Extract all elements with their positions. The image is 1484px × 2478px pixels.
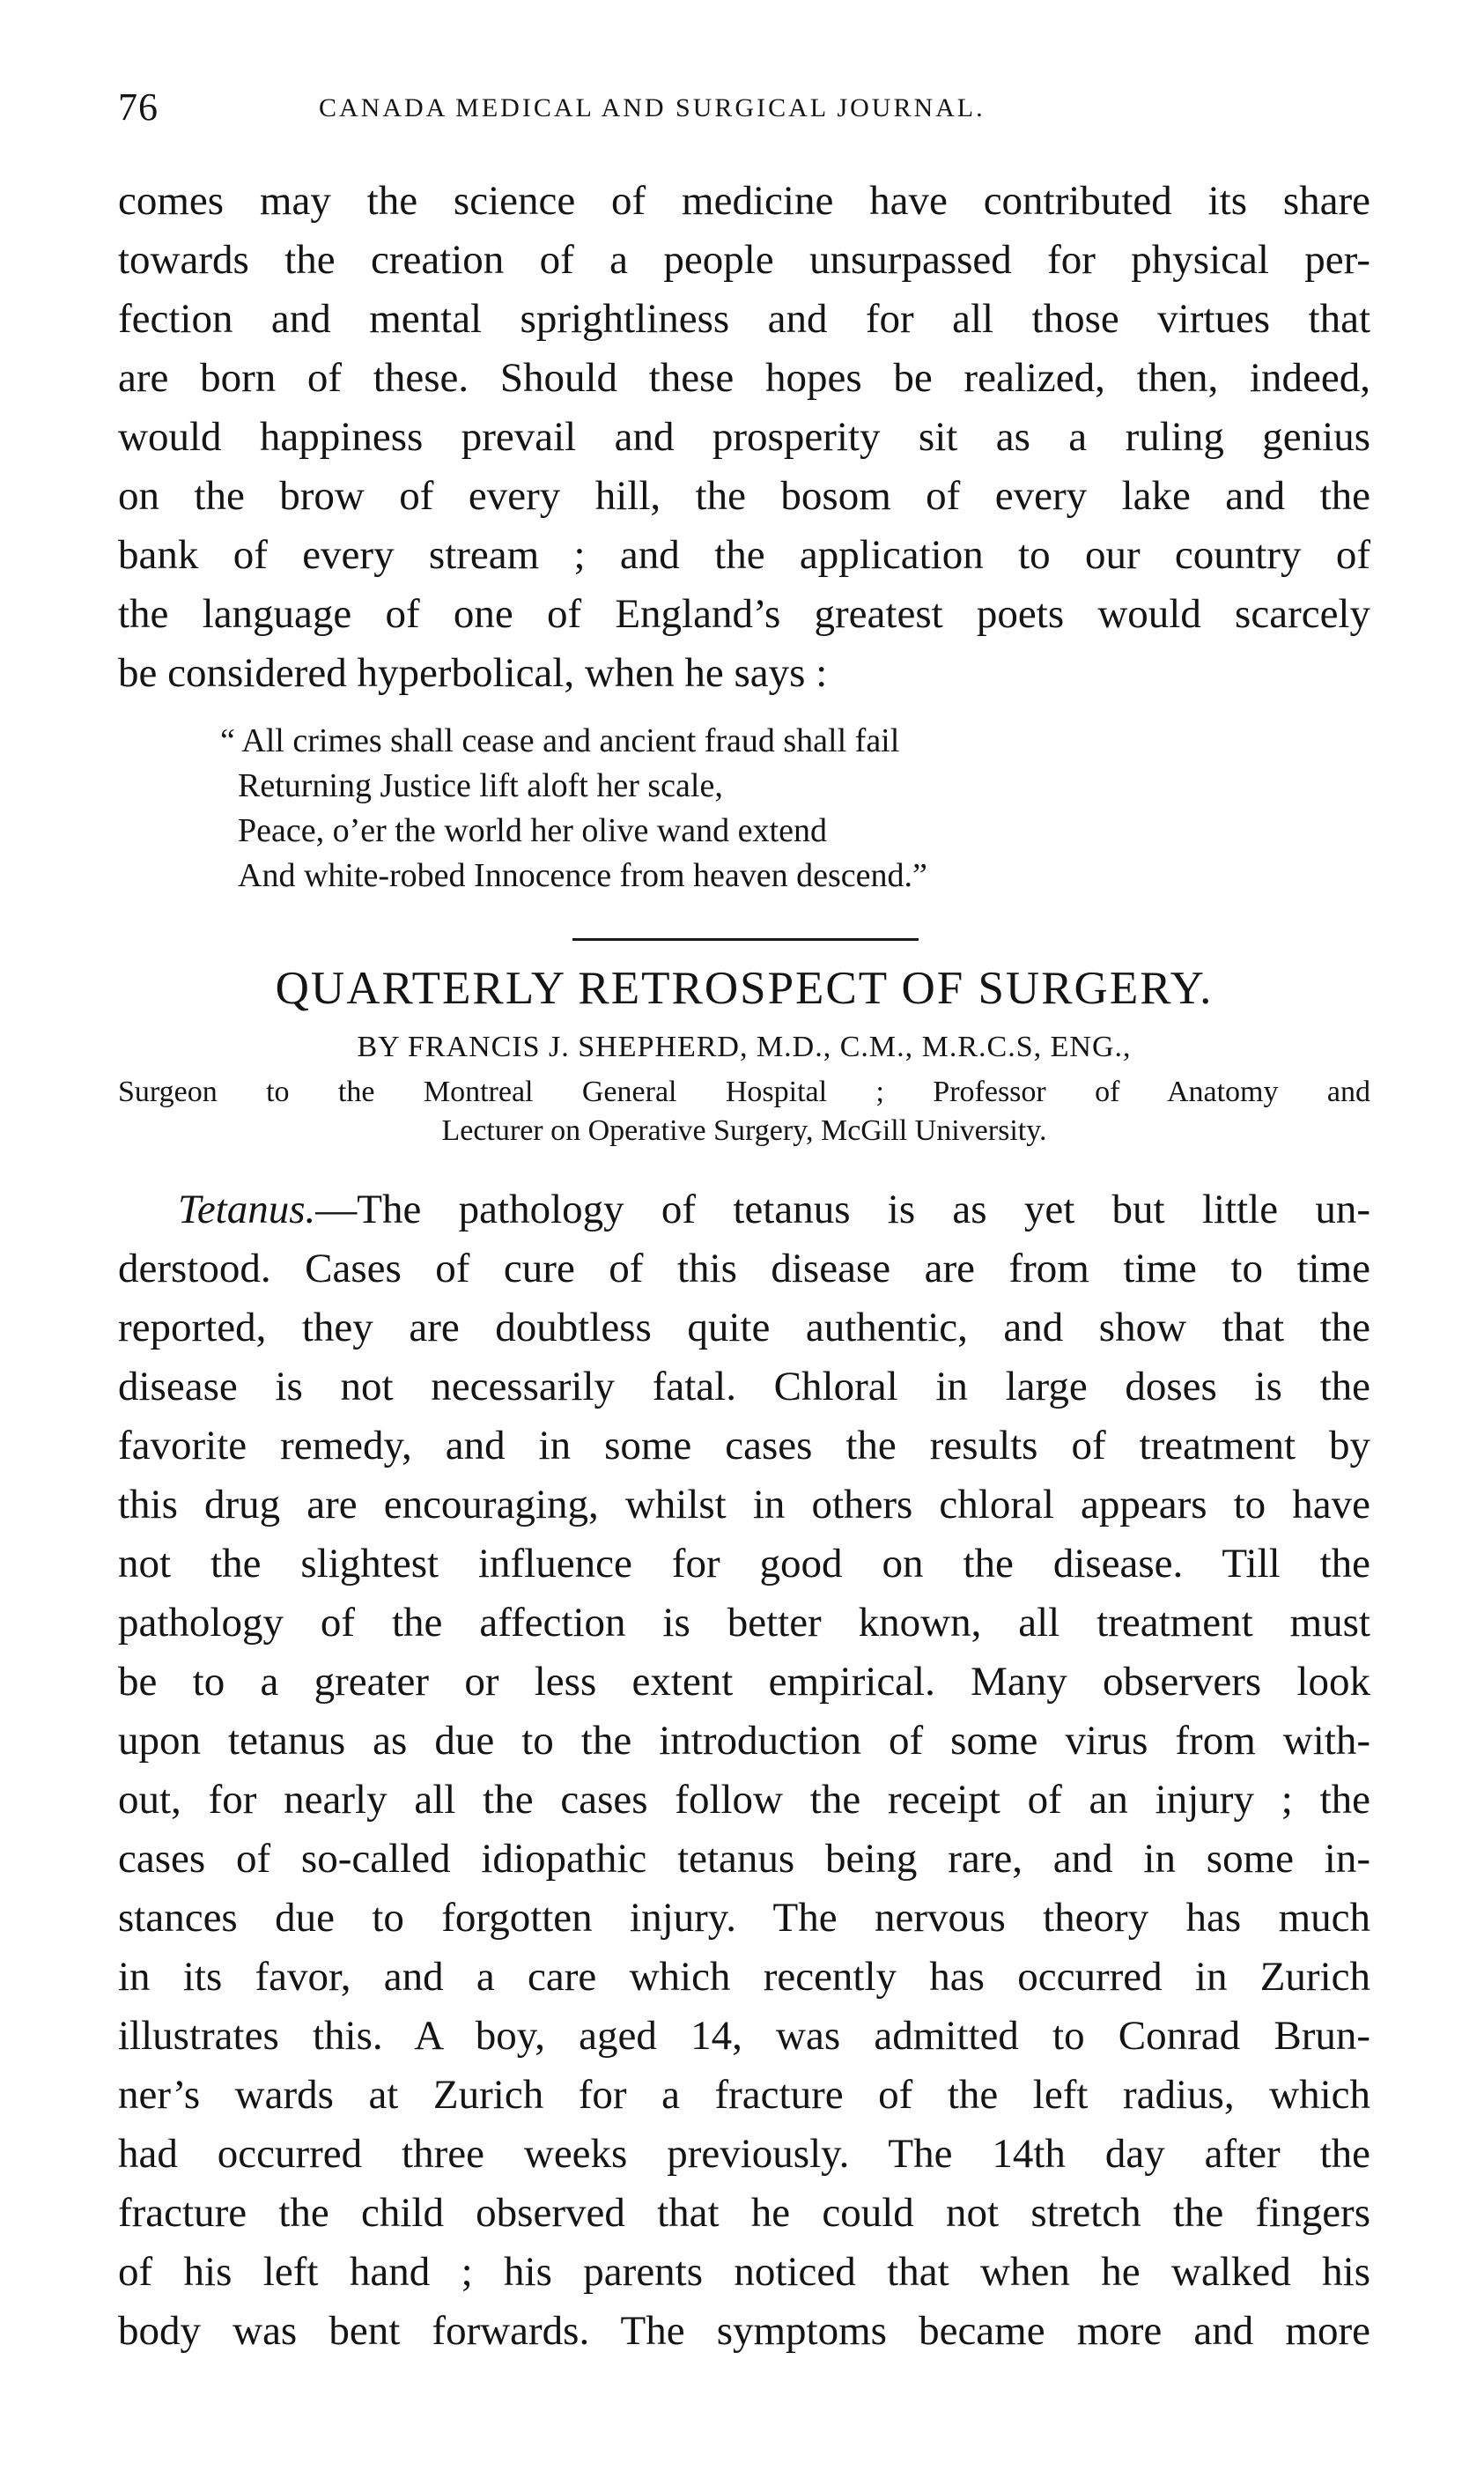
body-line: fracture the child observed that he could not stretch the fingers [118, 2190, 1370, 2236]
body-line: not the slightest influence for good on the disease. Till the [118, 1541, 1370, 1587]
body-line: body was bent forwards. The symptoms became more and more [118, 2308, 1370, 2354]
body-line: of his left hand ; his parents noticed that when he walked his [118, 2249, 1370, 2295]
body-line: favorite remedy, and in some cases the results of treatment by [118, 1423, 1370, 1468]
body-line: would happiness prevail and prosperity sit as a ruling genius [118, 414, 1370, 460]
body-line: out, for nearly all the cases follow the receipt of an injury ; the [118, 1777, 1370, 1823]
body-line: are born of these. Should these hopes be realized, then, indeed, [118, 355, 1370, 401]
verse-line: Peace, o’er the world her olive wand extend [238, 812, 827, 849]
page-number: 76 [118, 85, 159, 129]
running-head [118, 85, 1370, 137]
body-line: stances due to forgotten injury. The nervous theory has much [118, 1895, 1370, 1941]
tetanus-first-line: —The pathology of tetanus is as yet but little un- [315, 1187, 1370, 1232]
body-line: the language of one of England’s greatest poets would scarcely [118, 591, 1370, 637]
author-affiliation: Surgeon to the Montreal General Hospital ; Professor of Anatomy and [118, 1076, 1370, 1108]
body-line: pathology of the affection is better known, all treatment must [118, 1600, 1370, 1646]
section-divider [572, 938, 919, 941]
author-affiliation: Lecturer on Operative Surgery, McGill University. [441, 1114, 1047, 1147]
body-line: ner’s wards at Zurich for a fracture of the left radius, which [118, 2072, 1370, 2118]
verse-line: “ All crimes shall cease and ancient fraud shall fail [220, 722, 900, 759]
body-line: disease is not necessarily fatal. Chloral in large doses is the [118, 1364, 1370, 1409]
body-line: derstood. Cases of cure of this disease are from time to time [118, 1246, 1370, 1291]
body-line: illustrates this. A boy, aged 14, was admitted to Conrad Brun- [118, 2013, 1370, 2059]
body-line: in its favor, and a care which recently has occurred in Zurich [118, 1954, 1370, 2000]
body-line: bank of every stream ; and the application to our country of [118, 532, 1370, 578]
section-title: QUARTERLY RETROSPECT OF SURGERY. [275, 963, 1214, 1014]
body-line: upon tetanus as due to the introduction of some virus from with- [118, 1718, 1370, 1764]
body-line: cases of so-called idiopathic tetanus being rare, and in some in- [118, 1836, 1370, 1882]
journal-title: CANADA MEDICAL AND SURGICAL JOURNAL. [319, 93, 986, 122]
body-line: on the brow of every hill, the bosom of every lake and the [118, 473, 1370, 519]
body-line: be to a greater or less extent empirical. Many observers look [118, 1659, 1370, 1705]
verse-line: Returning Justice lift aloft her scale, [238, 767, 723, 804]
verse-line: And white-robed Innocence from heaven descend.” [238, 857, 927, 894]
body-line: this drug are encouraging, whilst in others chloral appears to have [118, 1482, 1370, 1527]
body-line: had occurred three weeks previously. The 14th day after the [118, 2131, 1370, 2177]
body-line: reported, they are doubtless quite authentic, and show that the [118, 1305, 1370, 1350]
body-line [118, 1181, 1370, 1238]
body-line: be considered hyperbolical, when he says : [118, 650, 828, 696]
body-line: comes may the science of medicine have contributed its share [118, 178, 1370, 224]
body-line: fection and mental sprightliness and for all those virtues that [118, 296, 1370, 342]
body-line: towards the creation of a people unsurpassed for physical per- [118, 237, 1370, 283]
author-byline: BY FRANCIS J. SHEPHERD, M.D., C.M., M.R.C.S, ENG., [357, 1031, 1132, 1063]
tetanus-heading: Tetanus. [178, 1187, 316, 1232]
